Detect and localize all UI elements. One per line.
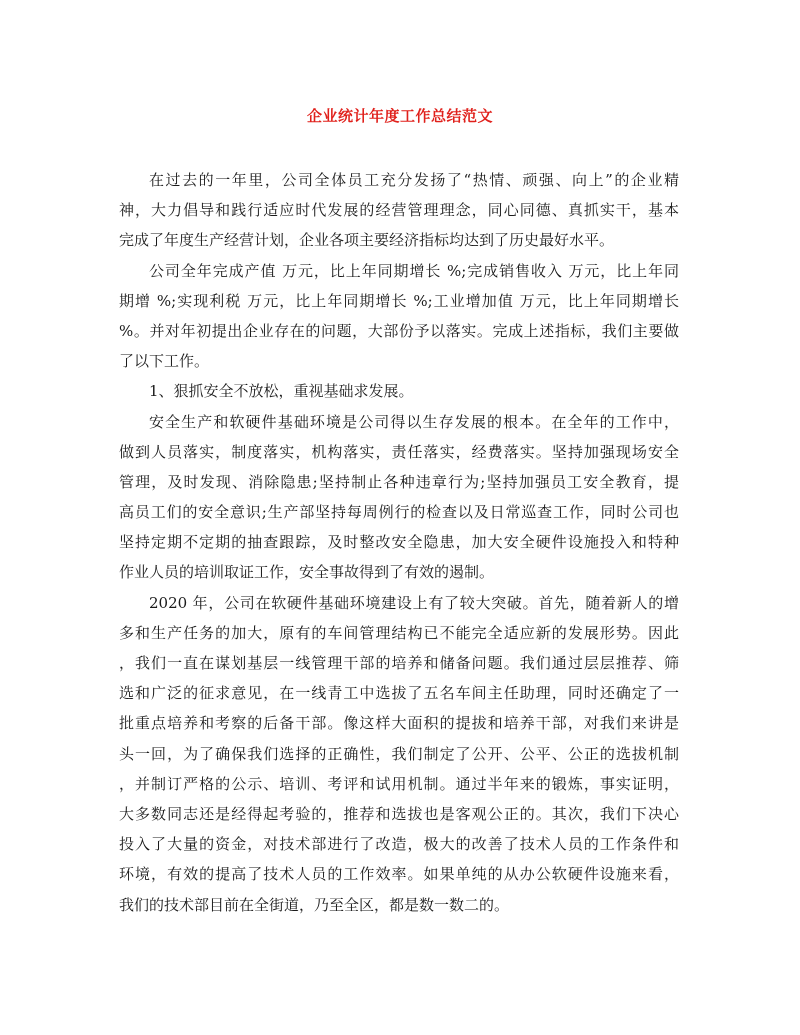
- text-line: 作业人员的培训取证工作，安全事故得到了有效的遏制。: [119, 563, 495, 582]
- text-line: 管理，及时发现、消除隐患;坚持制止各种违章行为;坚持加强员工安全教育，提: [119, 472, 679, 491]
- text-line: 高员工们的安全意识;生产部坚持每周例行的检查以及日常巡查工作，同时公司也: [119, 503, 679, 522]
- text-line: 头一回，为了确保我们选择的正确性，我们制定了公开、公平、公正的选拔机制: [119, 744, 679, 763]
- text-line: 我们的技术部目前在全街道，乃至全区，都是数一数二的。: [119, 895, 510, 914]
- text-line: 完成了年度生产经营计划，企业各项主要经济指标均达到了历史最好水平。: [119, 231, 615, 250]
- text-line: 投入了大量的资金，对技术部进行了改造，极大的改善了技术人员的工作条件和: [119, 835, 679, 854]
- text-line: 在过去的一年里，公司全体员工充分发扬了“热情、顽强、向上”的企业精: [149, 171, 679, 189]
- text-line: %。并对年初提出企业存在的问题，大部份予以落实。完成上述指标，我们主要做: [119, 321, 679, 340]
- text-line: 安全生产和软硬件基础环境是公司得以生存发展的根本。在全年的工作中，: [149, 412, 679, 431]
- text-line: 多和生产任务的加大，原有的车间管理结构已不能完全适应新的发展形势。因此: [119, 623, 679, 642]
- text-line: 选和广泛的征求意见，在一线青工中选拔了五名车间主任助理，同时还确定了一: [119, 684, 679, 703]
- text-line: 了以下工作。: [119, 352, 210, 371]
- document-body: [119, 165, 679, 920]
- text-line: 做到人员落实，制度落实，机构落实，责任落实，经费落实。坚持加强现场安全: [119, 442, 679, 461]
- text-line: 坚持定期不定期的抽查跟踪，及时整改安全隐患，加大安全硬件设施投入和特种: [119, 533, 679, 552]
- text-line: 公司全年完成产值 万元，比上年同期增长 %;完成销售收入 万元，比上年同: [149, 261, 679, 280]
- section-heading: 1、狠抓安全不放松，重视基础求发展。: [149, 382, 414, 401]
- text-line: ，我们一直在谋划基层一线管理干部的培养和储备问题。我们通过层层推荐、筛: [119, 654, 679, 672]
- document-title: 企业统计年度工作总结范文: [306, 107, 493, 125]
- text-line: ，并制订严格的公示、培训、考评和试用机制。通过半年来的锻炼，事实证明，: [119, 774, 679, 793]
- text-line: 神，大力倡导和践行适应时代发展的经营管理理念，同心同德、真抓实干，基本: [119, 201, 679, 220]
- text-line: 批重点培养和考察的后备干部。像这样大面积的提拔和培养干部，对我们来讲是: [119, 714, 679, 733]
- text-line: 2020 年，公司在软硬件基础环境建设上有了较大突破。首先，随着新人的增: [149, 593, 679, 612]
- text-line: 大多数同志还是经得起考验的，推荐和选拔也是客观公正的。其次，我们下决心: [119, 804, 679, 823]
- text-line: 期增 %;实现利税 万元，比上年同期增长 %;工业增加值 万元，比上年同期增长: [119, 291, 679, 310]
- text-line: 环境，有效的提高了技术人员的工作效率。如果单纯的从办公软硬件设施来看，: [119, 865, 679, 884]
